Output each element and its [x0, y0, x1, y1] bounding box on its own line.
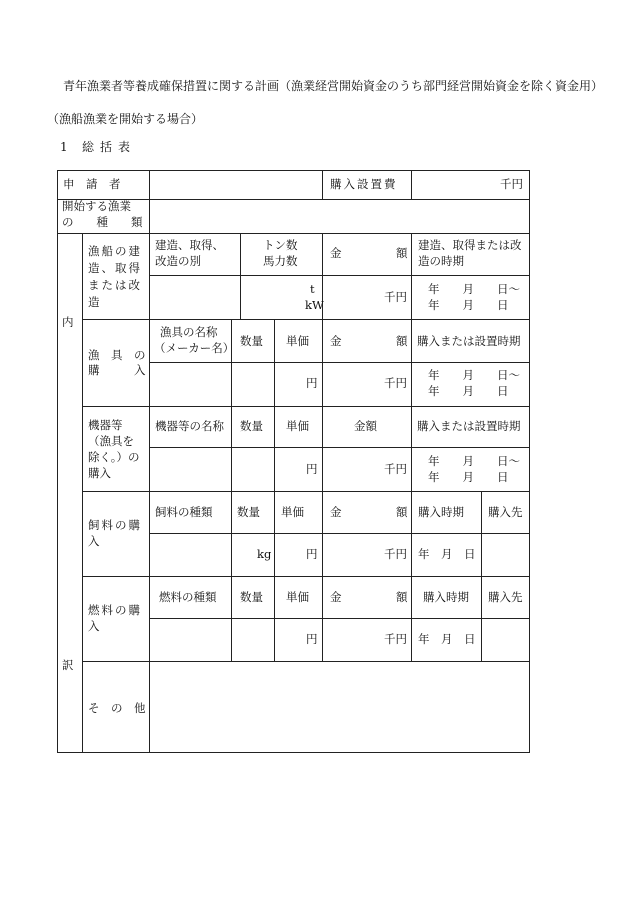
fishery-type-label-line2: の 種 類: [62, 215, 143, 229]
gear-col-period: 購入または設置時期: [417, 334, 521, 348]
equipment-label-line3: 除く。）の: [88, 450, 140, 464]
other-field[interactable]: [150, 662, 528, 751]
feed-label-line2: 入: [88, 534, 100, 548]
equipment-col-qty: 数量: [240, 419, 263, 433]
vessel-label-line1: 漁船の建: [88, 244, 142, 258]
fuel-type-field[interactable]: [150, 619, 230, 660]
document-title: 青年漁業者等養成確保措置に関する計画（漁業経営開始資金のうち部門経営開始資金を除く資金用）: [63, 79, 604, 93]
vessel-unit-kw: kW: [305, 298, 324, 312]
vessel-col-amount-b: 額: [396, 246, 408, 260]
feed-col-time: 購入時期: [418, 505, 464, 519]
fuel-unit-yen: 円: [306, 632, 318, 646]
gear-col-price: 単価: [286, 334, 309, 348]
purchase-cost-field[interactable]: [412, 171, 498, 198]
purchase-cost-unit: 千円: [500, 177, 523, 191]
vessel-col-period-line2: 造の時期: [418, 254, 464, 268]
equipment-date-to: 年 月 日: [428, 470, 509, 484]
gear-name-field[interactable]: [150, 363, 230, 405]
gear-unit-yen: 円: [306, 376, 318, 390]
equipment-name-field[interactable]: [150, 448, 230, 490]
breakdown-label-bottom: 訳: [62, 658, 74, 672]
equipment-unit-yen: 円: [306, 462, 318, 476]
gear-col-name-line1: 漁具の名称: [160, 325, 218, 339]
vessel-unit-amount: 千円: [384, 290, 407, 304]
feed-col-vendor: 購入先: [488, 505, 523, 519]
fuel-label-line1: 燃料の購: [88, 603, 142, 617]
vessel-col-period-line1: 建造、取得または改: [418, 238, 522, 252]
vessel-label-line2: 造、取得: [88, 261, 142, 275]
equipment-col-period: 購入または設置時期: [417, 419, 521, 433]
fuel-col-name: 燃料の種類: [159, 590, 217, 604]
gear-date-to: 年 月 日: [428, 384, 509, 398]
vessel-col-amount-a: 金: [330, 246, 342, 260]
equipment-unit-amount: 千円: [384, 462, 407, 476]
feed-col-name: 飼料の種類: [155, 505, 213, 519]
vessel-date-from: 年 月 日〜: [428, 282, 520, 296]
vessel-col-type-line2: 改造の別: [155, 254, 201, 268]
fuel-col-vendor: 購入先: [488, 590, 523, 604]
equipment-label-line4: 購入: [88, 466, 111, 480]
feed-type-field[interactable]: [150, 534, 230, 575]
gear-label-line1: 漁 具 の: [88, 348, 146, 362]
applicant-field[interactable]: [150, 171, 321, 198]
equipment-col-name: 機器等の名称: [155, 419, 224, 433]
feed-col-qty: 数量: [237, 505, 260, 519]
vessel-label-line4: 造: [88, 295, 102, 309]
fishery-type-label-line1: 開始する漁業: [62, 199, 131, 213]
applicant-label: 申 請 者: [63, 177, 121, 191]
vessel-unit-t: t: [310, 282, 315, 296]
vessel-date-to: 年 月 日: [428, 298, 509, 312]
gear-unit-amount: 千円: [384, 376, 407, 390]
feed-col-amount-a: 金: [330, 505, 342, 519]
vessel-col-tonnage-line2: 馬力数: [263, 254, 298, 268]
fuel-label-line2: 入: [88, 619, 100, 633]
fuel-date: 年 月 日: [418, 632, 476, 646]
vessel-col-tonnage-line1: トン数: [263, 238, 298, 252]
equipment-label-line1: 機器等: [88, 418, 123, 432]
gear-date-from: 年 月 日〜: [428, 368, 520, 382]
breakdown-label-top: 内: [62, 315, 74, 329]
feed-unit-yen: 円: [306, 547, 318, 561]
gear-col-qty: 数量: [240, 334, 263, 348]
feed-unit-kg: kg: [257, 547, 272, 561]
equipment-col-amount: 金額: [354, 419, 377, 433]
equipment-label-line2: （漁具を: [88, 434, 134, 448]
vessel-type-field[interactable]: [150, 276, 239, 318]
feed-col-amount-b: 額: [396, 505, 408, 519]
section-label: 総括表: [82, 140, 137, 154]
purchase-cost-label: 購入設置費: [330, 177, 398, 191]
fuel-col-amount-b: 額: [396, 590, 408, 604]
gear-col-amount-b: 額: [396, 334, 408, 348]
gear-label-line2: 購 入: [88, 363, 146, 377]
vessel-col-type-line1: 建造、取得、: [155, 238, 224, 252]
feed-unit-amount: 千円: [384, 547, 407, 561]
document-subtitle: （漁船漁業を開始する場合）: [47, 112, 204, 126]
other-label: そ の 他: [88, 701, 146, 715]
fuel-col-qty: 数量: [240, 590, 263, 604]
feed-col-price: 単価: [281, 505, 304, 519]
fuel-col-time: 購入時期: [423, 590, 469, 604]
vessel-label-line3: または改: [88, 278, 142, 292]
gear-col-amount-a: 金: [330, 334, 342, 348]
feed-date: 年 月 日: [418, 547, 476, 561]
feed-label-line1: 飼料の購: [88, 518, 142, 532]
fuel-col-price: 単価: [286, 590, 309, 604]
equipment-date-from: 年 月 日〜: [428, 454, 520, 468]
equipment-col-price: 単価: [286, 419, 309, 433]
fuel-col-amount-a: 金: [330, 590, 342, 604]
section-number: 1: [60, 140, 68, 154]
fuel-unit-amount: 千円: [384, 632, 407, 646]
fishery-type-field[interactable]: [150, 200, 528, 232]
gear-col-name-line2: （メーカー名）: [154, 341, 235, 355]
